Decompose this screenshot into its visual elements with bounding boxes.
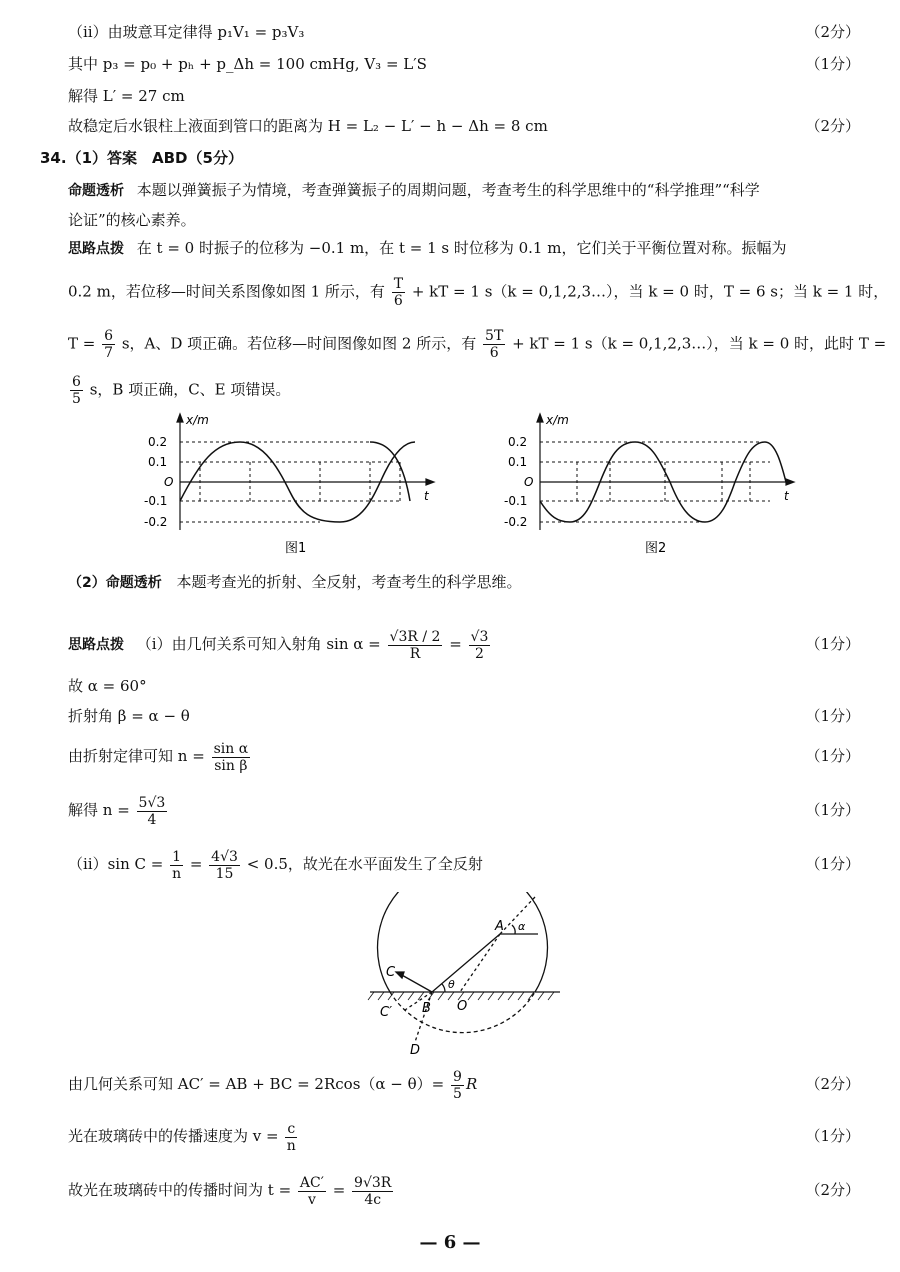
score: （1分） bbox=[805, 801, 860, 819]
line-distance: 故稳定后水银柱上液面到管口的距离为 H = L₂ − L′ − h − Δh = 8 cm bbox=[68, 117, 548, 135]
frac-num: √3 bbox=[470, 628, 489, 645]
geo-line: 由几何关系可知 AC′ = AB + BC = 2Rcos（α − θ）= $\frac{9}{5}$ R bbox=[68, 1068, 478, 1102]
sl-line1 bbox=[68, 238, 786, 259]
tick-label: -0.1 bbox=[504, 494, 528, 508]
score: （1分） bbox=[805, 855, 860, 873]
frac-num: sin α bbox=[213, 740, 249, 757]
frac-den: n bbox=[172, 865, 182, 882]
angle-theta-arc bbox=[442, 984, 445, 992]
frac-num: c bbox=[287, 1120, 296, 1137]
mt-label: 命题透析 bbox=[68, 183, 124, 199]
score: （2分） bbox=[805, 1181, 860, 1199]
frac-time-result bbox=[352, 1175, 393, 1208]
frac-num: 4√3 bbox=[211, 848, 238, 865]
ii-line: （ⅱ）sin C = $\frac{1}{n}$ = $\frac{4√3}{15}$ < 0.5，故光在水平面发生了全反射 bbox=[68, 848, 483, 882]
p2-head: （2）命题透析 bbox=[68, 575, 162, 591]
ray-bc bbox=[400, 974, 432, 992]
sl-line4 bbox=[68, 374, 290, 407]
x-arrow bbox=[426, 479, 434, 485]
beta-line: 折射角 β = α − θ bbox=[68, 707, 190, 725]
frac-6-over-7 bbox=[102, 328, 115, 361]
score: （1分） bbox=[805, 55, 860, 73]
frac-n-res bbox=[137, 795, 168, 828]
y-arrow bbox=[537, 414, 543, 422]
frac-num: 9√3R bbox=[354, 1174, 392, 1191]
i-text: （ⅰ）由几何关系可知入射角 sin α = bbox=[136, 635, 381, 653]
tick-label: 0.2 bbox=[148, 435, 168, 449]
y-axis-label: x/m bbox=[186, 413, 209, 427]
alpha-line: 故 α = 60° bbox=[68, 677, 147, 695]
tick-label: 0.1 bbox=[508, 455, 528, 469]
frac-num: 5√3 bbox=[138, 794, 166, 811]
frac-num: 5T bbox=[485, 328, 504, 344]
label-c-prime: C′ bbox=[380, 1005, 393, 1020]
frac-den: 4 bbox=[147, 811, 157, 828]
frac-num: 6 bbox=[104, 328, 114, 344]
label-o: O bbox=[457, 999, 468, 1014]
i-label: 思路点拨 bbox=[68, 637, 124, 653]
frac-den: 2 bbox=[475, 645, 484, 662]
label-alpha: α bbox=[518, 920, 526, 933]
mt-text1: 本题以弹簧振子为情境，考查弹簧振子的周期问题，考查考生的科学思维中的“科学推理”“科学 bbox=[136, 181, 760, 199]
law-text: 由折射定律可知 n = bbox=[68, 747, 205, 765]
origin-label: O bbox=[524, 475, 534, 489]
sl-text3a: T = bbox=[68, 334, 96, 353]
law-line bbox=[68, 738, 252, 774]
line-p3: 其中 p₃ = p₀ + pₕ + p_Δh = 100 cmHg, V₃ = L′S bbox=[68, 55, 427, 73]
tick-label: -0.2 bbox=[504, 515, 528, 529]
n-res-line bbox=[68, 792, 169, 828]
angle-alpha-arc bbox=[512, 925, 515, 934]
frac-num: √3R / 2 bbox=[389, 628, 441, 645]
frac-den: sin β bbox=[214, 757, 248, 774]
frac-num: T bbox=[393, 276, 404, 292]
frac-den: 4c bbox=[364, 1191, 382, 1208]
ii-text-a: （ⅱ）sin C = bbox=[68, 855, 164, 873]
score: （1分） bbox=[805, 1127, 860, 1145]
sl-text3b: s，A、D 项正确。若位移—时间图像如图 2 所示，有 bbox=[121, 334, 477, 353]
frac-num: 6 bbox=[72, 374, 81, 390]
frac-ac-over-v bbox=[298, 1175, 326, 1208]
speed-line bbox=[68, 1118, 299, 1154]
frac-den: 6 bbox=[393, 293, 403, 309]
sl-text4: s，B 项正确，C、E 项错误。 bbox=[89, 380, 291, 399]
frac-n bbox=[212, 741, 251, 774]
frac-sin-alpha bbox=[388, 629, 443, 662]
tick-label: -0.2 bbox=[144, 515, 168, 529]
frac-den: R bbox=[409, 645, 421, 662]
graph-fig2 bbox=[500, 412, 820, 562]
i-line: 思路点拨 （ⅰ）由几何关系可知入射角 sin α = $\frac{√3R / 2}{R}$ = $\frac{√3}{2}$ bbox=[68, 628, 489, 662]
frac-6-over-5 bbox=[70, 374, 83, 407]
tick-label: 0.1 bbox=[148, 455, 168, 469]
q34-heading: 34.（1）答案 ABD（5分） bbox=[40, 149, 243, 167]
label-c: C bbox=[386, 965, 396, 980]
sl-line3 bbox=[68, 328, 886, 361]
sl-label: 思路点拨 bbox=[68, 241, 124, 257]
score: （2分） bbox=[805, 117, 860, 135]
label-a: A bbox=[495, 919, 504, 934]
frac-den: n bbox=[286, 1137, 296, 1154]
time-line: 故光在玻璃砖中的传播时间为 t = $\frac{AC'}{v}$ = $\frac{9√3R}{4c}$ bbox=[68, 1174, 392, 1208]
sl-text2a: 0.2 m，若位移—时间关系图像如图 1 所示，有 bbox=[68, 282, 385, 301]
line-boyle: （ⅱ）由玻意耳定律得 p₁V₁ = p₃V₃ bbox=[68, 23, 305, 41]
score: （2分） bbox=[805, 23, 860, 41]
score: （1分） bbox=[805, 747, 860, 765]
geo-text: 由几何关系可知 AC′ = AB + BC = 2Rcos（α − θ）= bbox=[68, 1075, 445, 1093]
time-text: 故光在玻璃砖中的传播时间为 t = bbox=[68, 1181, 292, 1199]
frac-den: 6 bbox=[489, 345, 499, 361]
frac-den: 5 bbox=[72, 391, 81, 407]
tick-label: -0.1 bbox=[144, 494, 168, 508]
label-b: B bbox=[422, 1001, 431, 1016]
score: （1分） bbox=[805, 707, 860, 725]
optics-diagram bbox=[360, 892, 570, 1062]
frac-5t-over-6 bbox=[483, 328, 505, 361]
tick-label: 0.2 bbox=[508, 435, 528, 449]
frac-den: v bbox=[307, 1191, 316, 1208]
fig2-caption: 图2 bbox=[645, 541, 667, 556]
p2-text: 本题考查光的折射、全反射，考查考生的科学思维。 bbox=[176, 573, 522, 591]
frac-c-over-n bbox=[285, 1121, 297, 1154]
sl-text1: 在 t = 0 时振子的位移为 −0.1 m，在 t = 1 s 时位移为 0.1 m，它们关于平衡位置对称。振幅为 bbox=[136, 239, 787, 257]
mt-line2: 论证”的核心素养。 bbox=[68, 211, 196, 229]
ii-text-b: < 0.5，故光在水平面发生了全反射 bbox=[246, 855, 483, 873]
score: （1分） bbox=[805, 635, 860, 653]
frac-num: 1 bbox=[172, 848, 182, 865]
frac-1-over-n bbox=[170, 849, 183, 882]
line-solve-l: 解得 L′ = 27 cm bbox=[68, 87, 185, 105]
y-axis-label: x/m bbox=[546, 413, 569, 427]
arrow-c bbox=[396, 972, 404, 978]
frac-4sqrt3-over-15 bbox=[209, 849, 240, 882]
x-arrow bbox=[786, 479, 794, 485]
x-axis-label: t bbox=[424, 489, 429, 503]
sl-line2 bbox=[68, 276, 888, 309]
speed-text: 光在玻璃砖中的传播速度为 v = bbox=[68, 1127, 279, 1145]
ray-ab bbox=[432, 934, 500, 992]
label-d: D bbox=[410, 1043, 421, 1058]
page-number: — 6 — bbox=[419, 1232, 481, 1253]
label-theta: θ bbox=[448, 978, 455, 991]
frac-9-over-5 bbox=[451, 1069, 464, 1102]
frac-num: AC′ bbox=[299, 1174, 324, 1191]
x-axis-label: t bbox=[784, 489, 789, 503]
sl-text2b: + kT = 1 s（k = 0,1,2,3…），当 k = 0 时，T = 6 s；当 k = 1 时， bbox=[411, 282, 889, 301]
line-bd bbox=[415, 992, 432, 1042]
y-arrow bbox=[177, 414, 183, 422]
frac-den: 7 bbox=[104, 345, 114, 361]
frac-num: 9 bbox=[453, 1068, 462, 1085]
n-res-text: 解得 n = bbox=[68, 801, 130, 819]
frac-sqrt3-over-2 bbox=[469, 629, 491, 662]
frac-den: 15 bbox=[215, 865, 234, 882]
frac-t-over-6 bbox=[392, 276, 405, 309]
fig1-caption: 图1 bbox=[285, 541, 307, 556]
sl-text3c: + kT = 1 s（k = 0,1,2,3…），当 k = 0 时，此时 T = bbox=[512, 334, 887, 353]
frac-den: 5 bbox=[453, 1085, 462, 1102]
origin-label: O bbox=[164, 475, 174, 489]
graph-fig1 bbox=[140, 412, 460, 562]
p2-line bbox=[68, 572, 522, 593]
score: （2分） bbox=[805, 1075, 860, 1093]
mt-line1 bbox=[68, 180, 760, 201]
